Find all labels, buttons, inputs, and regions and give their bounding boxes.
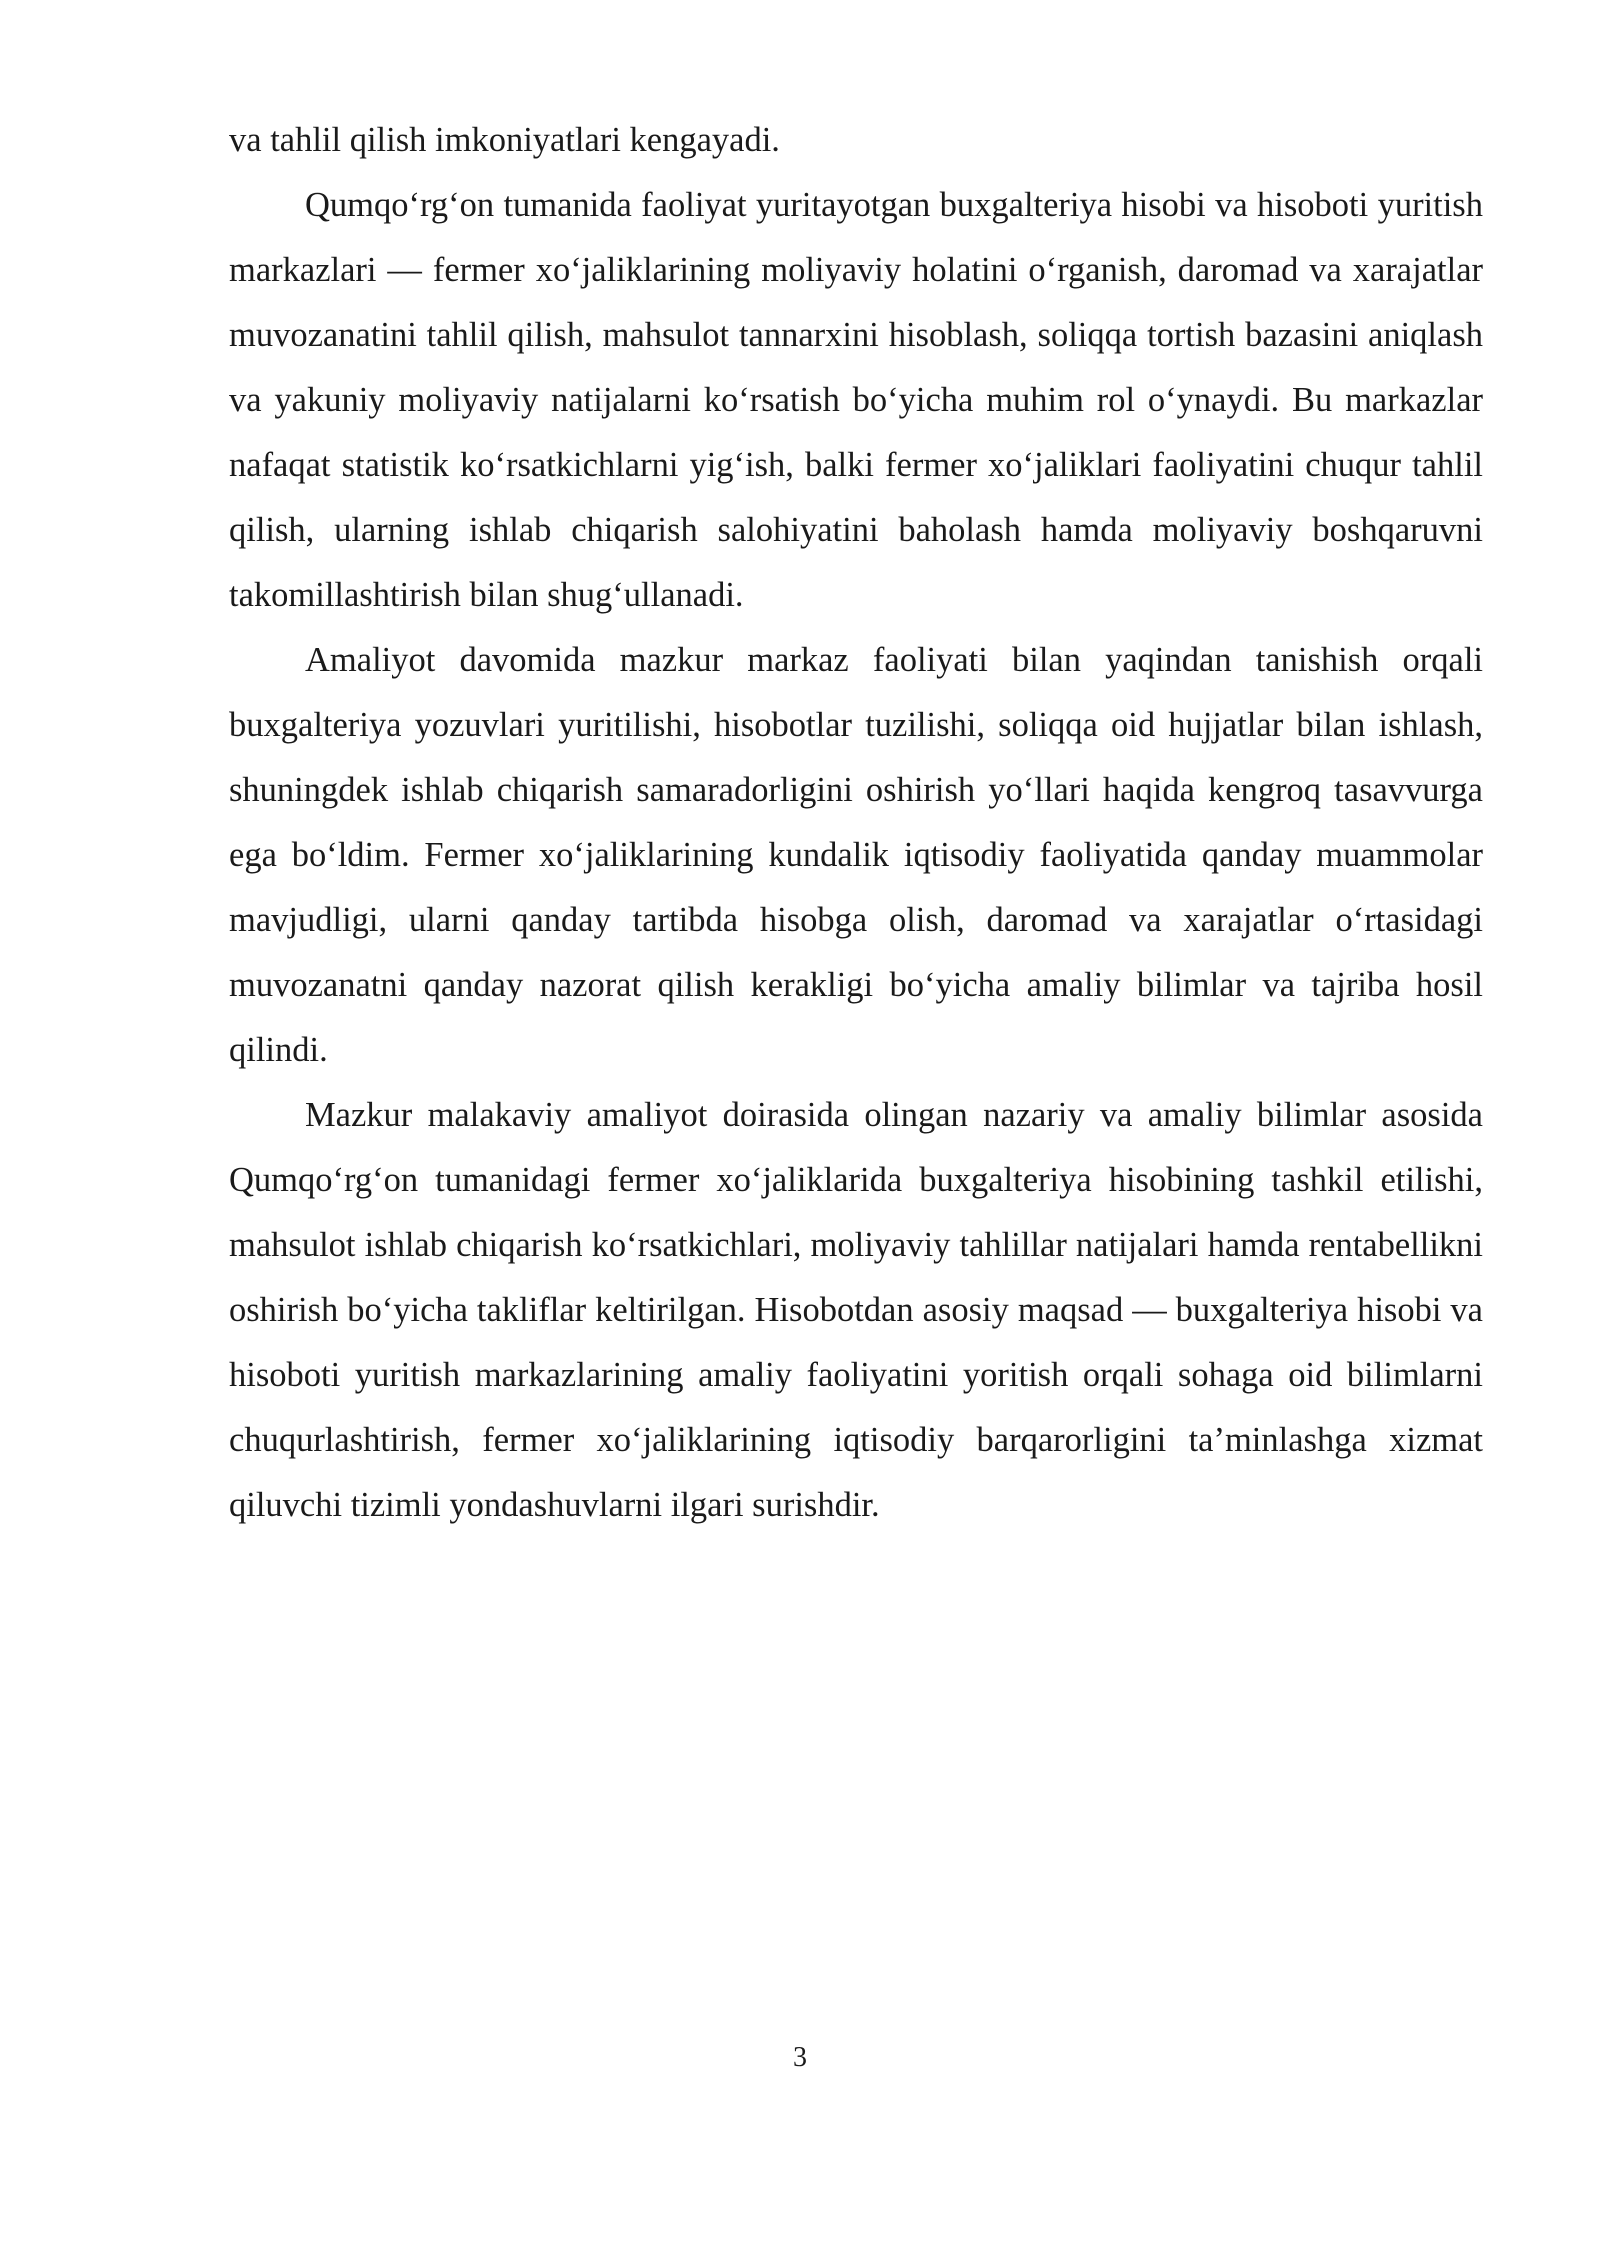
page-number: 3 xyxy=(793,2042,807,2073)
paragraph-markazlar-roli: Qumqo‘rg‘on tumanida faoliyat yuritayotgan buxgalteriya hisobi va hisoboti yuritish markazlari — fermer xo‘jaliklarining moliyaviy holatini o‘rganish, daromad va xarajatlar muvozanatini tahlil qilish, mahsulot tannarxini hisoblash, soliqqa tortish bazasini aniqlash va yakuniy moliyaviy natijalarni ko‘rsatish bo‘yicha muhim rol o‘ynaydi. Bu markazlar nafaqat statistik ko‘rsatkichlarni yig‘ish, balki fermer xo‘jaliklari faoliyatini chuqur tahlil qilish, ularning ishlab chiqarish salohiyatini baholash hamda moliyaviy boshqaruvni takomillashtirish bilan shug‘ullanadi. xyxy=(229,186,1483,614)
paragraph-hisobot-maqsadi: Mazkur malakaviy amaliyot doirasida olingan nazariy va amaliy bilimlar asosida Qumqo‘rg‘on tumanidagi fermer xo‘jaliklarida buxgalteriya hisobining tashkil etilishi, mahsulot ishlab chiqarish ko‘rsatkichlari, moliyaviy tahlillar natijalari hamda rentabellikni oshirish bo‘yicha takliflar keltirilgan. Hisobotdan asosiy maqsad — buxgalteriya hisobi va hisoboti yuritish markazlarining amaliy faoliyatini yoritish orqali sohaga oid bilimlarni chuqurlashtirish, fermer xo‘jaliklarining iqtisodiy barqarorligini ta’minlashga xizmat qiluvchi tizimli yondashuvlarni ilgari surishdir. xyxy=(229,1096,1483,1524)
paragraph-amaliyot-tajribasi: Amaliyot davomida mazkur markaz faoliyati bilan yaqindan tanishish orqali buxgalteriya yozuvlari yuritilishi, hisobotlar tuzilishi, soliqqa oid hujjatlar bilan ishlash, shuningdek ishlab chiqarish samaradorligini oshirish yo‘llari haqida kengroq tasavvurga ega bo‘ldim. Fermer xo‘jaliklarining kundalik iqtisodiy faoliyatida qanday muammolar mavjudligi, ularni qanday tartibda hisobga olish, daromad va xarajatlar o‘rtasidagi muvozanatni qanday nazorat qilish kerakligi bo‘yicha amaliy bilimlar va tajriba hosil qilindi. xyxy=(229,641,1483,1069)
paragraph-continuation: va tahlil qilish imkoniyatlari kengayadi. xyxy=(229,121,780,159)
document-body xyxy=(229,108,1483,1538)
